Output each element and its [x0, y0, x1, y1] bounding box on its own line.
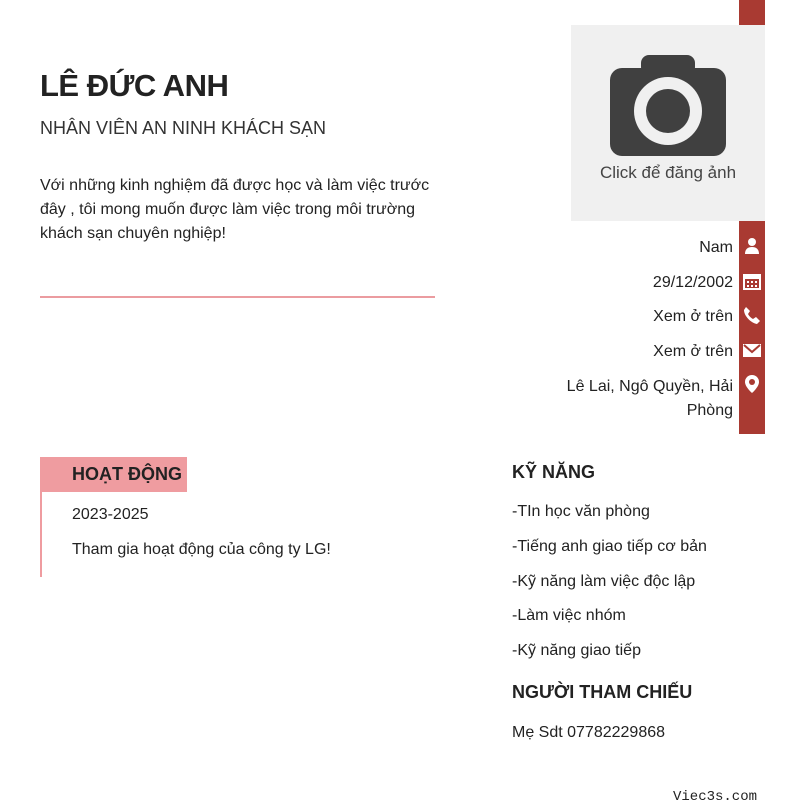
skill-item: -Kỹ năng giao tiếp	[512, 642, 641, 659]
candidate-name: LÊ ĐỨC ANH	[40, 68, 229, 103]
summary: Với những kinh nghiệm đã được học và làm việc trước đây , tôi mong muốn được làm việc trong môi trường khách sạn chuyên nghiệp!	[40, 177, 430, 242]
job-title: NHÂN VIÊN AN NINH KHÁCH SẠN	[40, 118, 327, 138]
skill-item: -TIn học văn phòng	[512, 503, 650, 520]
calendar-icon	[743, 272, 761, 290]
divider	[40, 296, 435, 298]
footer-watermark: Viec3s.com	[673, 789, 758, 805]
phone-icon	[743, 306, 761, 324]
activity-period: 2023-2025	[72, 506, 149, 523]
email-icon	[743, 341, 761, 359]
reference-text: Mẹ Sdt 07782229868	[512, 724, 666, 741]
photo-upload[interactable]	[571, 25, 765, 221]
date-of-birth: 29/12/2002	[652, 274, 733, 291]
activities-heading-text: HOẠT ĐỘNG	[72, 464, 182, 484]
activities-line	[40, 492, 42, 577]
activity-description: Tham gia hoạt động của công ty LG!	[72, 541, 331, 558]
email: Xem ở trên	[653, 343, 733, 360]
skill-item: -Tiếng anh giao tiếp cơ bản	[512, 538, 707, 555]
skills-heading: KỸ NĂNG	[512, 462, 596, 482]
camera-icon	[571, 25, 765, 221]
location-pin-icon	[743, 375, 761, 393]
photo-label: Click để đăng ảnh	[599, 163, 737, 182]
gender: Nam	[699, 239, 733, 256]
activities-heading	[40, 457, 187, 492]
skill-item: -Kỹ năng làm việc độc lập	[512, 573, 696, 590]
accent-bar-top	[739, 0, 765, 25]
phone: Xem ở trên	[653, 308, 733, 325]
person-icon	[743, 237, 761, 255]
address: Lê Lai, Ngô Quyền, Hải Phòng	[566, 378, 733, 419]
references-heading: NGƯỜI THAM CHIẾU	[512, 682, 693, 702]
skill-item: -Làm việc nhóm	[512, 607, 626, 624]
